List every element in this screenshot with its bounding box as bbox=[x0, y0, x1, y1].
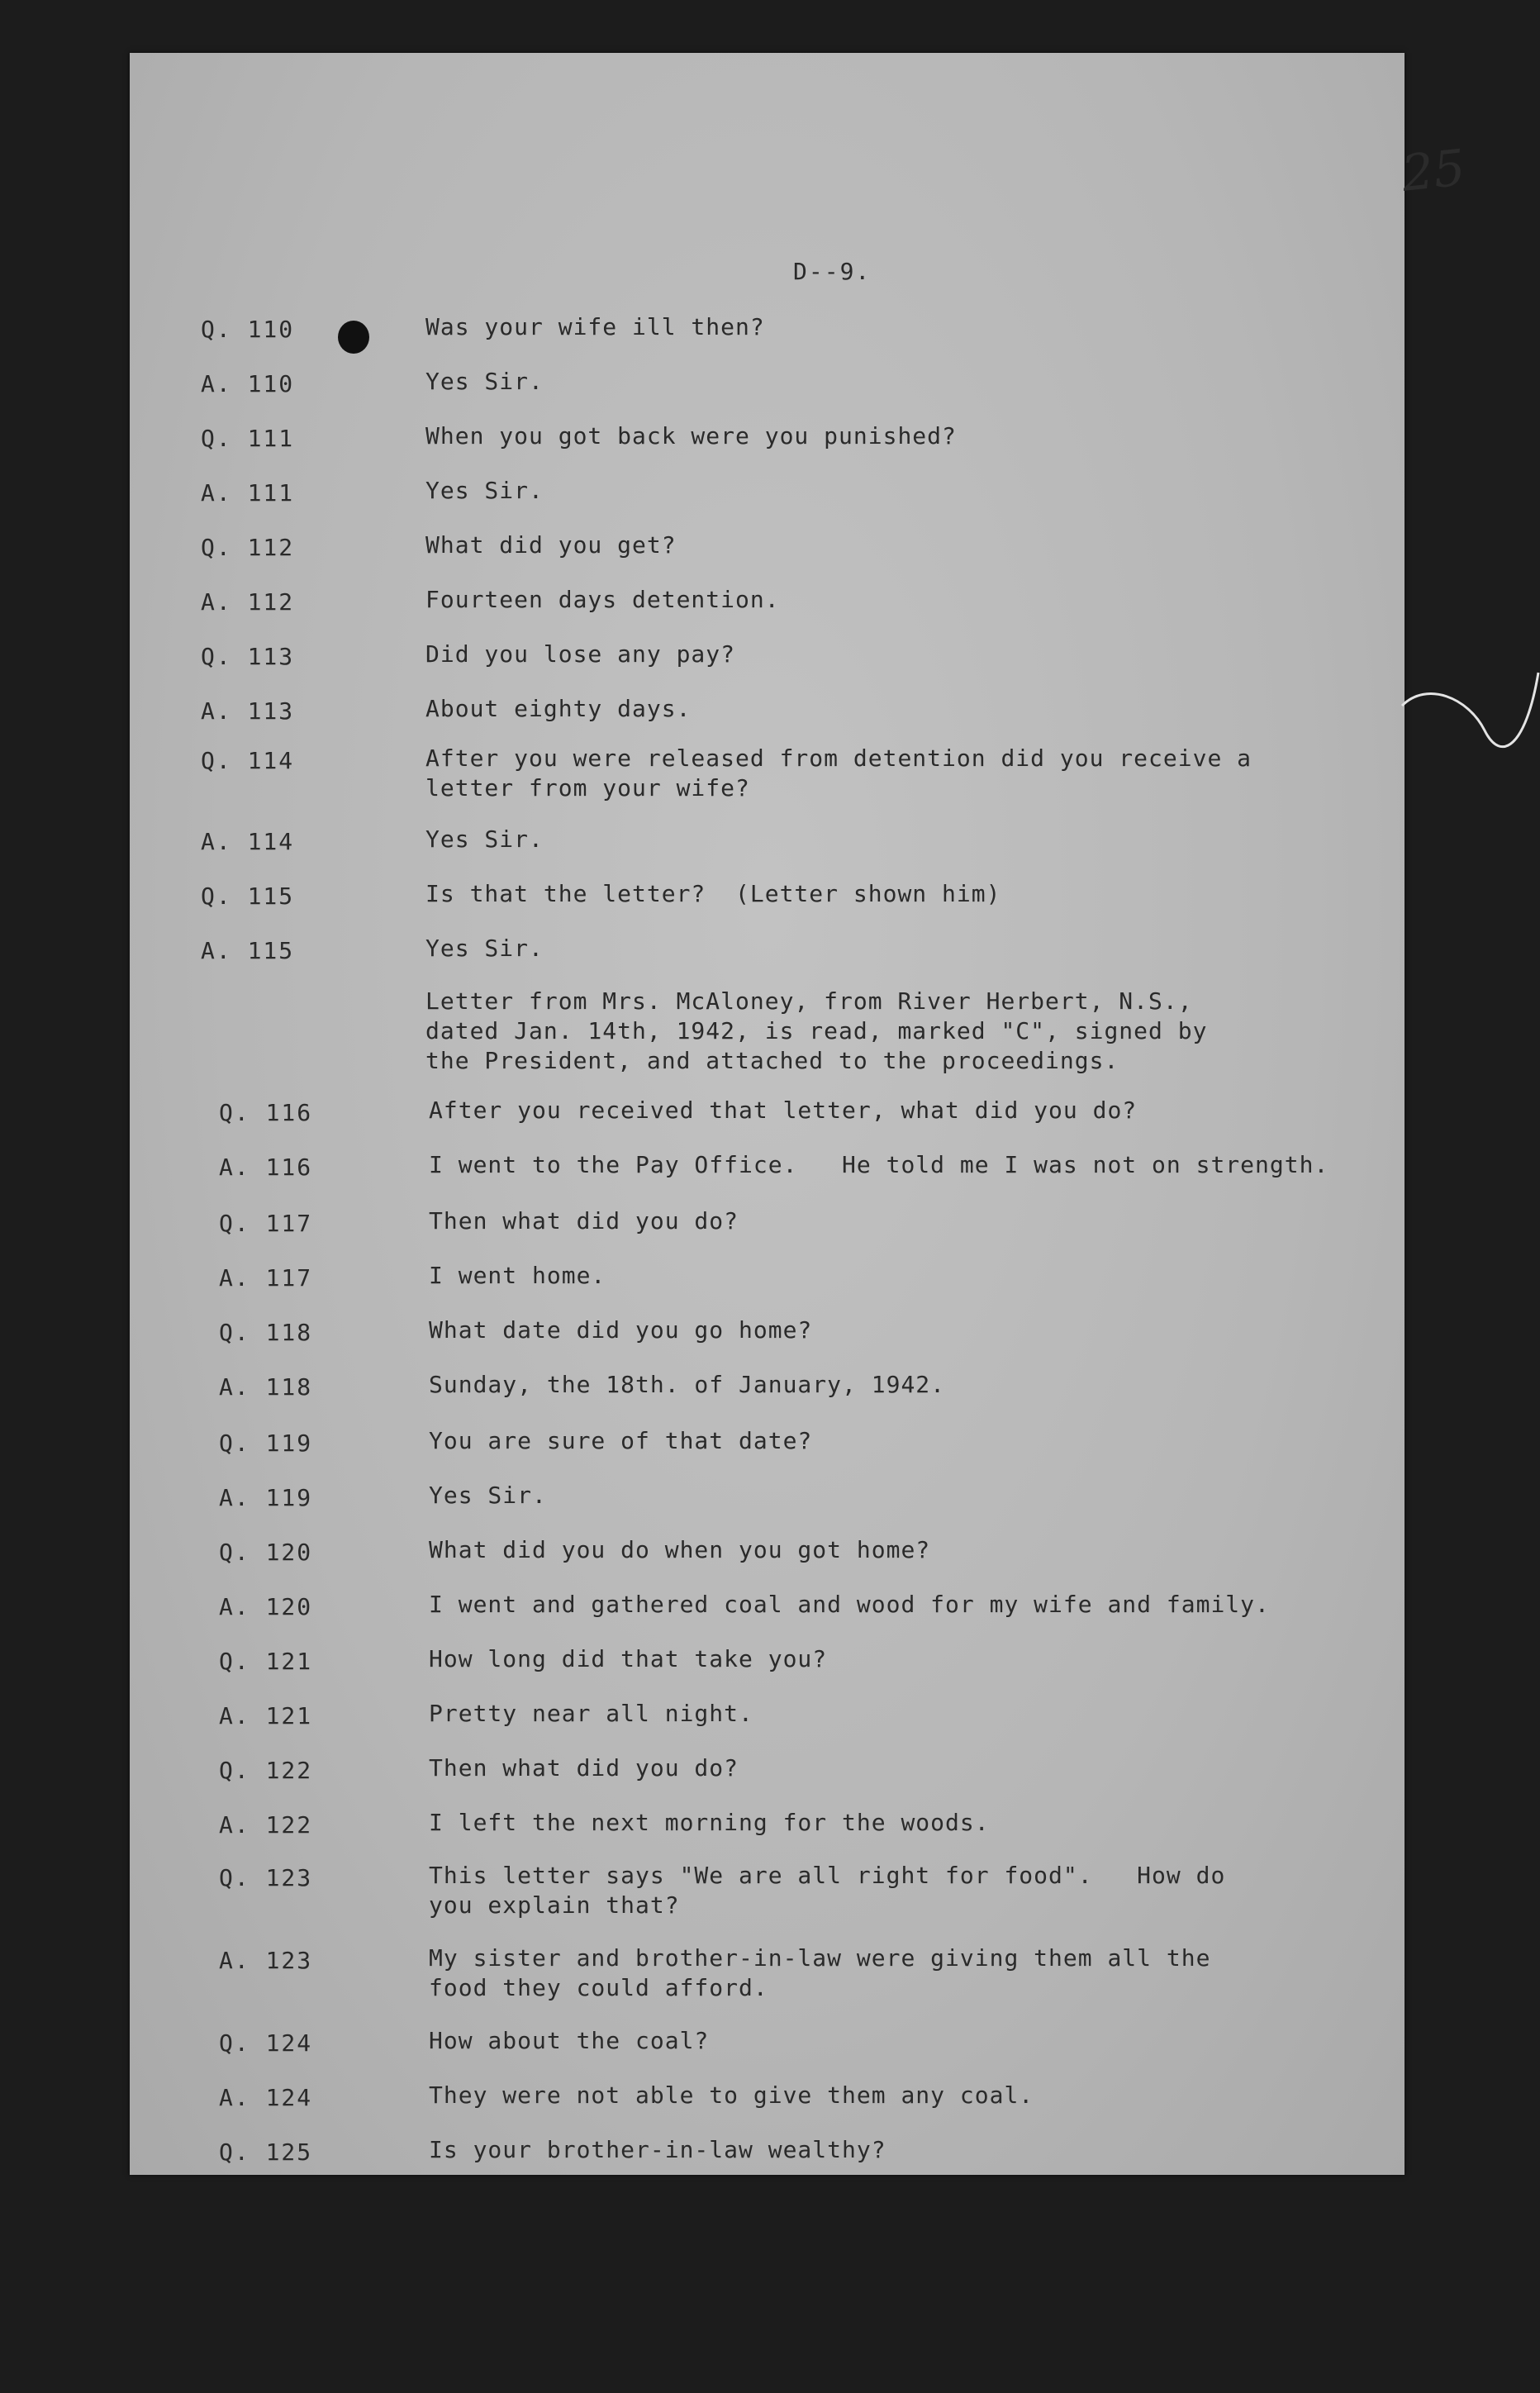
entry-label: Q. 118 bbox=[219, 1319, 313, 1346]
entry-text: Fourteen days detention. bbox=[425, 586, 780, 613]
entry-text: Then what did you do? bbox=[429, 1754, 739, 1782]
entry-label: A. 115 bbox=[201, 937, 295, 964]
entry-text: Pretty near all night. bbox=[429, 1700, 753, 1727]
entry-text: What did you get? bbox=[425, 531, 677, 559]
entry-label: Q. 113 bbox=[201, 643, 295, 670]
entry-text: Is that the letter? (Letter shown him) bbox=[425, 880, 1001, 907]
entry-text: This letter says "We are all right for food". How do you explain that? bbox=[429, 1862, 1226, 1919]
entry-label: A. 117 bbox=[219, 1264, 313, 1292]
entry-label: Q. 119 bbox=[219, 1430, 313, 1457]
entry-text: After you received that letter, what did you do? bbox=[429, 1097, 1138, 1124]
entry-text: How long did that take you? bbox=[429, 1645, 828, 1672]
entry-label: A. 123 bbox=[219, 1947, 313, 1974]
entry-text: Yes Sir. bbox=[429, 1482, 547, 1509]
entry-label: Q. 111 bbox=[201, 425, 295, 452]
entry-text: I went to the Pay Office. He told me I was not on strength. bbox=[429, 1151, 1329, 1178]
entry-label: A. 121 bbox=[219, 1702, 313, 1729]
entry-label: A. 112 bbox=[201, 588, 295, 616]
entry-text: How about the coal? bbox=[429, 2027, 710, 2054]
entry-label: Q. 115 bbox=[201, 883, 295, 910]
entry-label: A. 119 bbox=[219, 1484, 313, 1511]
entry-text: My sister and brother-in-law were giving them all the food they could afford. bbox=[429, 1944, 1211, 2001]
entry-text: Yes Sir. bbox=[425, 477, 544, 504]
entry-text: They were not able to give them any coal. bbox=[429, 2081, 1034, 2109]
entry-text: I left the next morning for the woods. bbox=[429, 1809, 990, 1836]
entry-text: Yes Sir. bbox=[425, 825, 544, 853]
stray-thread bbox=[1394, 648, 1540, 797]
entry-text: Yes Sir. bbox=[425, 368, 544, 395]
entry-note: Letter from Mrs. McAloney, from River Herbert, N.S., dated Jan. 14th, 1942, is read, marked "C", signed by the President, and attached to the proceedings. bbox=[425, 987, 1208, 1074]
entry-label: Q. 114 bbox=[201, 747, 295, 774]
handwritten-page-number: 25 bbox=[1399, 139, 1468, 203]
entry-text: What date did you go home? bbox=[429, 1316, 813, 1344]
entry-text: Sunday, the 18th. of January, 1942. bbox=[429, 1371, 946, 1398]
entry-label: Q. 110 bbox=[201, 316, 295, 343]
entry-label: A. 114 bbox=[201, 828, 295, 855]
entry-text: Is your brother-in-law wealthy? bbox=[429, 2136, 886, 2163]
entry-label: Q. 123 bbox=[219, 1864, 313, 1891]
entry-label: A. 110 bbox=[201, 370, 295, 397]
entry-text: Yes Sir. bbox=[425, 935, 544, 962]
entry-label: A. 118 bbox=[219, 1373, 313, 1401]
entry-label: Q. 122 bbox=[219, 1757, 313, 1784]
entry-text: What did you do when you got home? bbox=[429, 1536, 931, 1563]
entry-label: A. 116 bbox=[219, 1154, 313, 1181]
entry-text: When you got back were you punished? bbox=[425, 422, 957, 450]
page-header: D--9. bbox=[793, 258, 872, 285]
entry-label: Q. 121 bbox=[219, 1648, 313, 1675]
entry-label: A. 111 bbox=[201, 479, 295, 507]
entry-label: A. 124 bbox=[219, 2084, 313, 2111]
entry-text: I went home. bbox=[429, 1262, 606, 1289]
entry-label: Q. 124 bbox=[219, 2029, 313, 2057]
document-page bbox=[130, 53, 1468, 2175]
entry-label: Q. 116 bbox=[219, 1099, 313, 1126]
entry-text: About eighty days. bbox=[425, 695, 692, 722]
entry-label: Q. 125 bbox=[219, 2138, 313, 2166]
entry-text: After you were released from detention did you receive a letter from your wife? bbox=[425, 745, 1252, 802]
entry-label: A. 122 bbox=[219, 1811, 313, 1839]
entry-text: Then what did you do? bbox=[429, 1207, 739, 1235]
entry-text: I went and gathered coal and wood for my wife and family. bbox=[429, 1591, 1270, 1618]
entry-label: Q. 112 bbox=[201, 534, 295, 561]
entry-label: Q. 120 bbox=[219, 1539, 313, 1566]
entry-label: A. 113 bbox=[201, 697, 295, 725]
entry-text: Did you lose any pay? bbox=[425, 640, 736, 668]
hole-punch-mark bbox=[338, 321, 369, 354]
entry-label: A. 120 bbox=[219, 1593, 313, 1620]
entry-label: Q. 117 bbox=[219, 1210, 313, 1237]
entry-text: Was your wife ill then? bbox=[425, 313, 765, 340]
entry-text: You are sure of that date? bbox=[429, 1427, 813, 1454]
